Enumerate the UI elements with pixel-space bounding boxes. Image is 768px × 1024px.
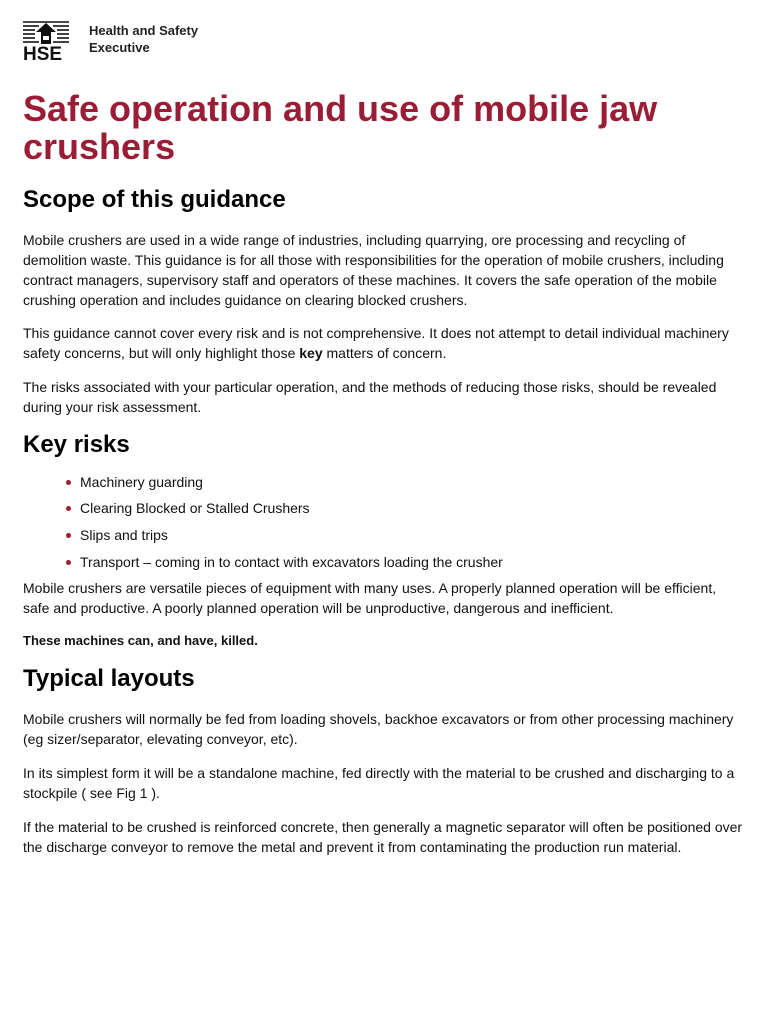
- list-item: Slips and trips: [80, 525, 744, 545]
- org-line-1: Health and Safety: [89, 23, 199, 38]
- section-heading-layouts: Typical layouts: [23, 665, 195, 692]
- hse-logo: [23, 20, 69, 66]
- layouts-paragraph-1: Mobile crushers will normally be fed from loading shovels, backhoe excavators or from other processing machinery (eg sizer/separator, elevating conveyor, etc).: [23, 711, 734, 747]
- scope-paragraph-2: [23, 323, 744, 363]
- logo-text: HSE: [23, 44, 63, 65]
- list-item: Clearing Blocked or Stalled Crushers: [80, 498, 744, 518]
- page-title: Safe operation and use of mobile jaw crushers: [23, 88, 658, 167]
- section-heading-scope: Scope of this guidance: [23, 186, 286, 213]
- key-risks-list: [23, 472, 744, 572]
- layouts-paragraph-3: If the material to be crushed is reinforced concrete, then generally a magnetic separator will often be positioned over the discharge conveyor to remove the metal and prevent it from contaminating the production run material.: [23, 819, 743, 855]
- list-item: Machinery guarding: [80, 472, 744, 492]
- scope-paragraph-1: Mobile crushers are used in a wide range of industries, including quarrying, ore processing and recycling of demolition waste. This guidance is for all those with responsibilities for the operation of mobile crushers, including contract managers, supervisory staff and operators of these machines. It covers the safe operation of the mobile crushing operation and includes guidance on clearing blocked crushers.: [23, 232, 724, 308]
- key-risks-paragraph: Mobile crushers are versatile pieces of equipment with many uses. A properly planned operation will be efficient, safe and productive. A poorly planned operation will be unproductive, dangerous and inefficient.: [23, 580, 717, 616]
- organisation-name: [89, 22, 198, 56]
- header: [23, 20, 198, 66]
- scope-p2-text-b: matters of concern.: [322, 345, 447, 361]
- section-heading-key-risks: Key risks: [23, 431, 130, 458]
- main-content: [23, 184, 744, 857]
- org-line-2: Executive: [89, 40, 150, 55]
- scope-p2-text-a: This guidance cannot cover every risk and is not comprehensive. It does not attempt to detail individual machinery safety concerns, but will only highlight those: [23, 325, 729, 361]
- list-item: Transport – coming in to contact with excavators loading the crusher: [80, 552, 744, 572]
- scope-paragraph-3: The risks associated with your particular operation, and the methods of reducing those risks, should be revealed during your risk assessment.: [23, 379, 717, 415]
- scope-p2-key: key: [299, 345, 323, 361]
- warning-text: These machines can, and have, killed.: [23, 633, 258, 648]
- layouts-paragraph-2: In its simplest form it will be a standalone machine, fed directly with the material to be crushed and discharging to a stockpile ( see Fig 1 ).: [23, 765, 735, 801]
